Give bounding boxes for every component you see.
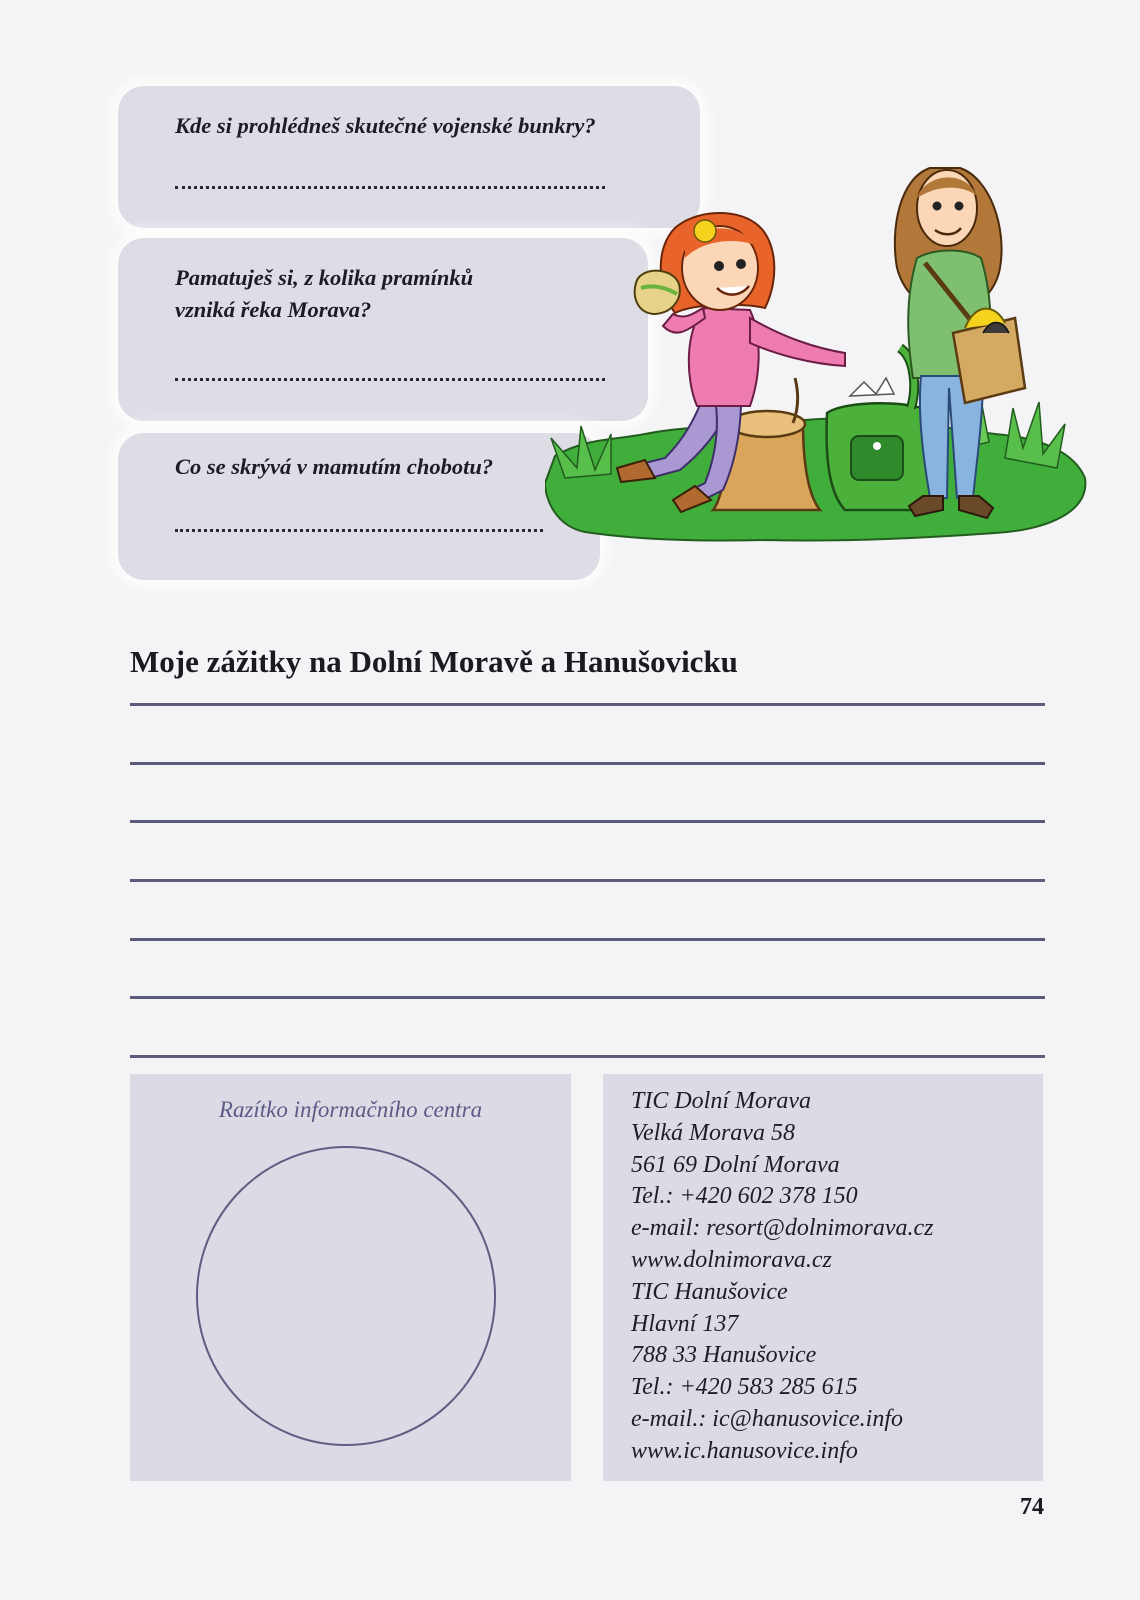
question-text bbox=[175, 262, 473, 326]
contact-line: Tel.: +420 602 378 150 bbox=[631, 1183, 858, 1210]
question-box-mammoth bbox=[118, 433, 600, 580]
question-line: vzniká řeka Morava? bbox=[175, 297, 372, 322]
answer-line[interactable] bbox=[175, 186, 605, 189]
answer-line[interactable] bbox=[175, 529, 543, 532]
contact-line: Velká Morava 58 bbox=[631, 1119, 795, 1146]
contact-list bbox=[631, 1086, 933, 1468]
contact-line: 788 33 Hanušovice bbox=[631, 1342, 817, 1369]
writing-line[interactable] bbox=[130, 703, 1045, 706]
question-line: Pamatuješ si, z kolika pramínků bbox=[175, 265, 474, 290]
writing-line[interactable] bbox=[130, 1055, 1045, 1058]
contact-line: www.ic.hanusovice.info bbox=[631, 1437, 858, 1464]
contact-line: TIC Dolní Morava bbox=[631, 1088, 811, 1114]
question-text: Co se skrývá v mamutím chobotu? bbox=[175, 454, 494, 479]
writing-line[interactable] bbox=[130, 938, 1045, 941]
experiences-heading: Moje zážitky na Dolní Moravě a Hanušovicku bbox=[130, 644, 738, 679]
contact-line: Tel.: +420 583 285 615 bbox=[631, 1374, 858, 1401]
contact-line: e-mail.: ic@hanusovice.info bbox=[631, 1405, 904, 1432]
contact-line: TIC Hanušovice bbox=[631, 1278, 788, 1305]
contact-box bbox=[603, 1074, 1043, 1481]
answer-line[interactable] bbox=[175, 378, 605, 381]
children-picnic-illustration bbox=[545, 138, 1095, 583]
writing-line[interactable] bbox=[130, 879, 1045, 882]
page-number: 74 bbox=[1020, 1494, 1044, 1520]
contact-line: Hlavní 137 bbox=[631, 1310, 739, 1337]
writing-line[interactable] bbox=[130, 996, 1045, 999]
stamp-circle[interactable] bbox=[196, 1146, 496, 1446]
contact-line: www.dolnimorava.cz bbox=[631, 1246, 832, 1273]
writing-line[interactable] bbox=[130, 762, 1045, 765]
stamp-label: Razítko informačního centra bbox=[218, 1097, 483, 1122]
question-text: Kde si prohlédneš skutečné vojenské bunkry? bbox=[175, 113, 596, 138]
stamp-box bbox=[130, 1074, 571, 1481]
contact-line: 561 69 Dolní Morava bbox=[631, 1151, 840, 1178]
contact-line: e-mail: resort@dolnimorava.cz bbox=[631, 1215, 934, 1242]
writing-line[interactable] bbox=[130, 820, 1045, 823]
